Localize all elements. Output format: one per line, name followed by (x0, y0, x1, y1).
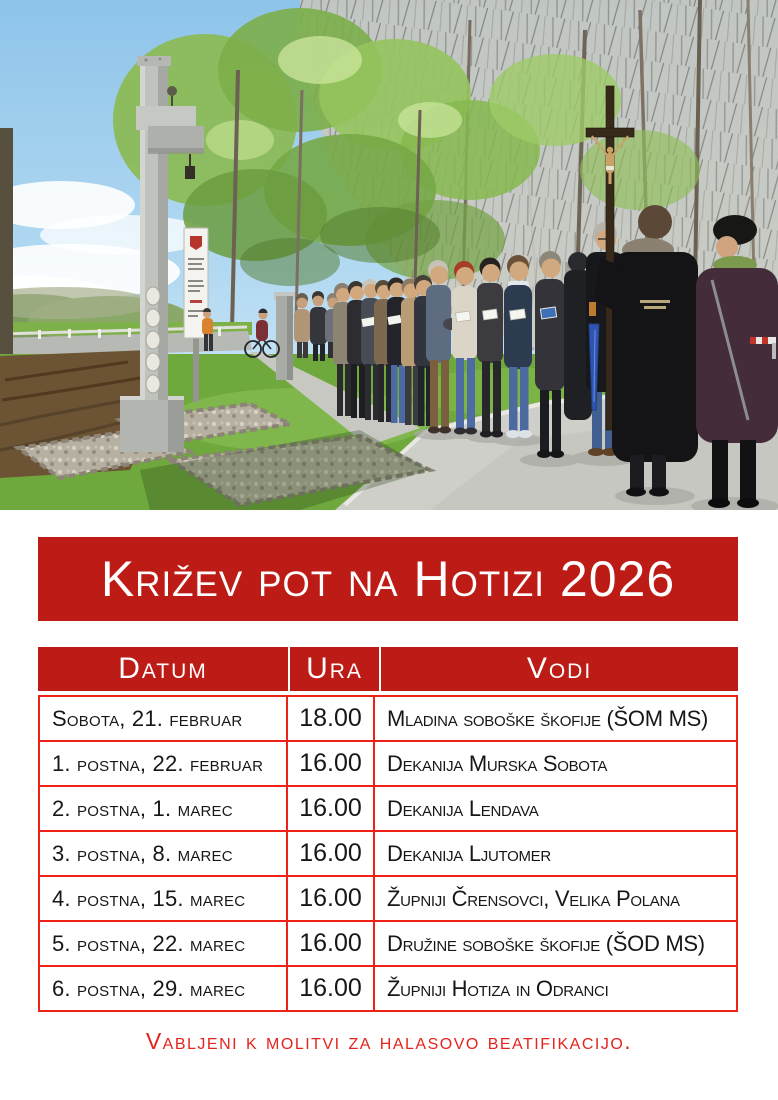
cell-vodi: Dekanija Murska Sobota (387, 750, 608, 776)
cell-vodi: Župniji Črensovci, Velika Polana (387, 885, 680, 911)
cell-datum: 4. postna, 15. marec (40, 877, 288, 920)
cell-vodi: Župniji Hotiza in Odranci (387, 975, 609, 1001)
cell-ura: 16.00 (288, 922, 375, 965)
cell-ura: 16.00 (288, 787, 375, 830)
cell-ura: 18.00 (288, 697, 375, 740)
schedule-table (38, 647, 738, 1012)
table-header-row (38, 647, 738, 691)
cell-datum: 5. postna, 22. marec (40, 922, 288, 965)
cell-datum: 2. postna, 1. marec (40, 787, 288, 830)
table-row (40, 877, 736, 922)
page-title: Križev pot na Hotizi 2026 (100, 551, 676, 607)
marker-post (274, 292, 295, 380)
cell-ura: 16.00 (288, 742, 375, 785)
column-header-vodi: Vodi (381, 647, 738, 691)
table-row (40, 742, 736, 787)
table-row (40, 967, 736, 1010)
cell-datum: 3. postna, 8. marec (40, 832, 288, 875)
title-banner (38, 537, 738, 621)
cell-ura: 16.00 (288, 832, 375, 875)
table-row (40, 922, 736, 967)
cell-ura: 16.00 (288, 967, 375, 1010)
invitation-note: Vabljeni k molitvi za halasovo beatifikacijo. (145, 1028, 633, 1054)
cell-datum: 6. postna, 29. marec (40, 967, 288, 1010)
cell-vodi: Družine soboške škofije (ŠOD MS) (387, 930, 705, 956)
column-header-datum: Datum (38, 647, 288, 691)
cell-vodi: Dekanija Ljutomer (387, 840, 551, 866)
table-row (40, 787, 736, 832)
procession-photo (0, 0, 778, 510)
cell-ura: 16.00 (288, 877, 375, 920)
cell-vodi: Mladina soboške škofije (ŠOM MS) (387, 705, 708, 731)
column-header-ura: Ura (290, 647, 379, 691)
crowd-mid (333, 275, 434, 426)
cell-vodi: Dekanija Lendava (387, 795, 539, 821)
table-row (40, 697, 736, 742)
cell-datum: Sobota, 21. februar (40, 697, 288, 740)
cell-datum: 1. postna, 22. februar (40, 742, 288, 785)
edge-tree-trunk (0, 128, 13, 364)
table-row (40, 832, 736, 877)
table-body (38, 695, 738, 1012)
